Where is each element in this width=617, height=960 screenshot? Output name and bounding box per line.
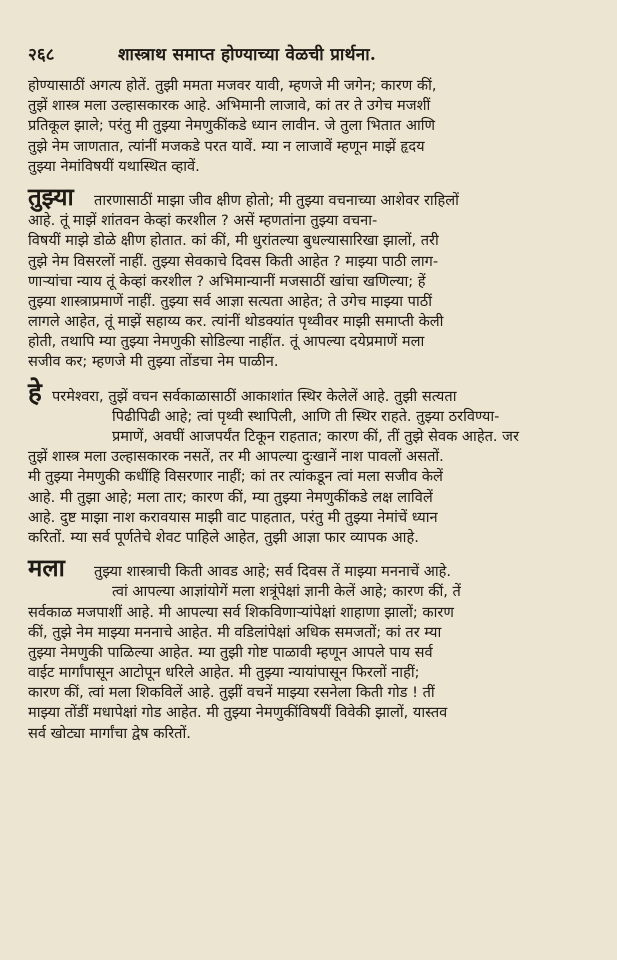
text-line: माझ्या तोंडीं मधापेक्षां गोड आहेत. मी तुझ्या नेमणुकींविषयीं विवेकी झालों, यास्तव	[28, 704, 448, 722]
text-line: पिढीपिढी आहे; त्वां पृथ्वी स्थापिली, आणि ती स्थिर राहते. तुझ्या ठरविण्या-	[112, 407, 500, 425]
text-line: प्रमाणें, अवघीं आजपर्यंत टिकून राहतात; कारण कीं, तीं तुझे सेवक आहेत. जर	[112, 428, 519, 445]
text-line: विषयीं माझे डोळे क्षीण होतात. कां कीं, मी धुरांतल्या बुधल्यासारिखा झालों, तरी	[28, 232, 439, 250]
text-line: आहे. तूं माझें शांतवन केव्हां करशील ? असें म्हणतांना तुझ्या वचना-	[28, 212, 378, 230]
page-body	[28, 76, 585, 744]
stanza-head	[28, 377, 585, 408]
text-line: तुझे नेम विसरलों नाहीं. तुझ्या सेवकाचे दिवस किती आहेत ? माझ्या पाठी लाग-	[28, 252, 439, 270]
text-line: सर्व खोट्या मार्गांचा द्वेष करितों.	[28, 724, 191, 742]
text-line: तुझ्या नेमणुकी पाळिल्या आहेत. म्या तुझी गोष्ट पाळावी म्हणून आपले पाय सर्व	[28, 643, 433, 661]
text-line: आहे. दुष्ट माझा नाश करावयास माझी वाट पाहतात, परंतु मी तुझ्या नेमांचें ध्यान	[28, 508, 438, 526]
running-title: शास्त्राथ समाप्त होण्याच्या वेळची प्रार्थना.	[118, 45, 377, 65]
text-line: परमेश्वरा, तुझें वचन सर्वकाळासाठीं आकाशांत स्थिर केलेलें आहे. तुझी सत्यता	[52, 387, 457, 405]
stanza-keyword: हे	[28, 377, 42, 408]
text-line: तुझें शास्त्र मला उल्हासकारक आहे. अभिमानी लाजावे, कां तर ते उगेच मजशीं	[28, 97, 431, 115]
stanza-mala	[28, 553, 585, 744]
text-line: करितों. म्या सर्व पूर्णतेचे शेवट पाहिले आहेत, तुझी आज्ञा फार व्यापक आहे.	[28, 528, 419, 546]
stanza-head	[28, 181, 585, 211]
stanza-keyword: तुझ्या	[28, 181, 74, 211]
opening-paragraph	[28, 76, 585, 177]
text-line: सजीव कर; म्हणजे मी तुझ्या तोंडचा नेम पाळीन.	[28, 353, 279, 371]
text-line: कारण कीं, त्वां मला शिकविलें आहे. तुझीं वचनें माझ्या रसनेला किती गोड ! तीं	[28, 684, 435, 702]
text-line: होती, तथापि म्या तुझ्या नेमणुकी सोडिल्या नाहींत. तूं आपल्या दयेप्रमाणें मला	[28, 333, 425, 351]
text-line: त्वां आपल्या आज्ञांयोगें मला शत्रूंपेक्षां ज्ञानी केलें आहे; कारण कीं, तें	[112, 583, 461, 601]
text-line: तुझ्या शास्त्राची किती आवड आहे; सर्व दिवस तें माझ्या मननाचें आहे.	[94, 563, 452, 581]
text-line: आहे. मी तुझा आहे; मला तार; कारण कीं, म्या तुझ्या नेमणुकींकडे लक्ष लाविलें	[28, 488, 433, 506]
text-line: होण्यासाठीं अगत्य होतें. तुझी ममता मजवर यावी, म्हणजे मी जगेन; कारण कीं,	[28, 77, 437, 94]
text-line: तुझ्या शास्त्राप्रमाणें नाहीं. तुझ्या सर्व आज्ञा सत्यता आहेत; ते उगेच माझ्या पाठीं	[28, 292, 433, 310]
page-number: २६८	[28, 45, 55, 65]
text-line: तुझ्या नेमांविषयीं यथास्थित व्हावें.	[28, 157, 200, 175]
page-header	[28, 42, 581, 66]
text-line: कीं, तुझे नेम माझ्या मननाचे आहेत. मी वडिलांपेक्षां अधिक समजतों; कां तर म्या	[28, 623, 442, 641]
text-line: तुझे नेम जाणतात, त्यांनीं मजकडे परत यावें. म्या न लाजावें म्हणून माझें हृदय	[28, 137, 425, 155]
text-line: प्रतिकूल झाले; परंतु मी तुझ्या नेमणुकींकडे ध्यान लावीन. जे तुला भितात आणि	[28, 117, 436, 135]
text-line: वाईट मार्गांपासून आटोपून धरिले आहेत. मी तुझ्या न्यायांपासून फिरलों नाहीं;	[28, 664, 420, 682]
stanza-keyword: मला	[28, 553, 65, 583]
stanza-he	[28, 377, 585, 549]
text-line: सर्वकाळ मजपाशीं आहे. मी आपल्या सर्व शिकविणाऱ्यांपेक्षां शाहाणा झालों; कारण	[28, 603, 454, 621]
stanza-head	[28, 553, 585, 583]
text-line: लागले आहेत, तूं माझें सहाय्य कर. त्यांनीं थोडक्यांत पृथ्वीवर माझी समाप्ती केली	[28, 313, 444, 331]
text-line: तारणासाठीं माझा जीव क्षीण होतो; मी तुझ्या वचनाच्या आशेवर राहिलों	[94, 191, 459, 209]
text-line: णाऱ्यांचा न्याय तूं केव्हां करशील ? अभिमान्यानीं मजसाठीं खांचा खणिल्या; हें	[28, 272, 426, 290]
text-line: तुझें शास्त्र मला उल्हासकारक नसतें, तर मी आपल्या दुःखानें नाश पावलों असतों.	[28, 448, 444, 466]
text-line: मी तुझ्या नेमणुकी कधींहि विसरणार नाहीं; कां तर त्यांकडून त्वां मला सजीव केलें	[28, 468, 443, 486]
stanza-tujhya	[28, 181, 585, 373]
